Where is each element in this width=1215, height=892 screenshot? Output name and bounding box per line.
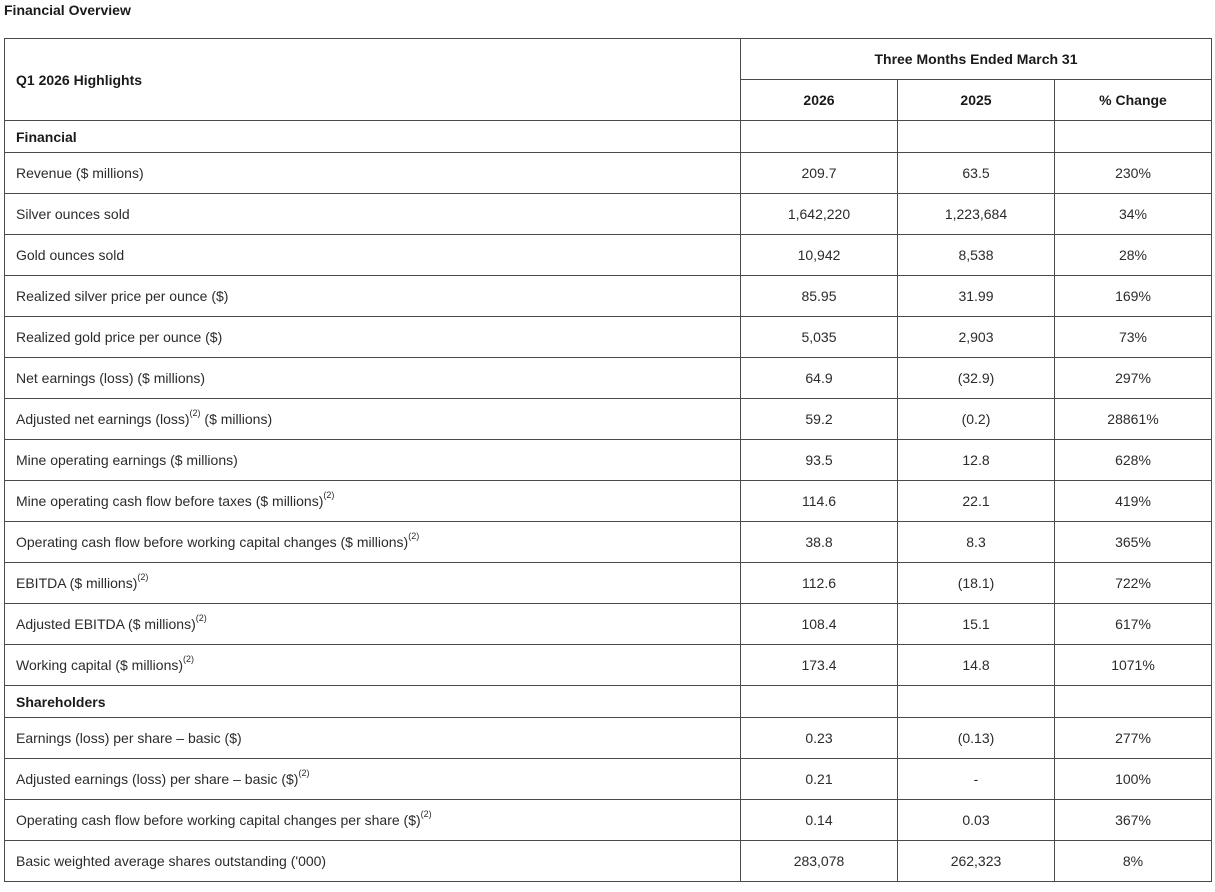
group-header: Three Months Ended March 31 xyxy=(741,39,1212,80)
value-2025: 2,903 xyxy=(898,317,1055,358)
value-2026: 59.2 xyxy=(741,399,898,440)
column-header-2026: 2026 xyxy=(741,80,898,121)
table-row xyxy=(5,604,1212,645)
row-label xyxy=(5,358,741,399)
row-label xyxy=(5,563,741,604)
value-2026: 173.4 xyxy=(741,645,898,686)
row-label-text: Earnings (loss) per share – basic ($) xyxy=(16,730,242,746)
row-label-text: Basic weighted average shares outstanding ('000) xyxy=(16,853,327,869)
row-label xyxy=(5,276,741,317)
row-label-text: Realized silver price per ounce ($) xyxy=(16,288,229,304)
value-2026: 93.5 xyxy=(741,440,898,481)
page-title: Financial Overview xyxy=(4,2,131,18)
value-change: 365% xyxy=(1055,522,1212,563)
header-row-group xyxy=(5,39,1212,80)
table-row xyxy=(5,718,1212,759)
value-change: 628% xyxy=(1055,440,1212,481)
table-row xyxy=(5,153,1212,194)
value-change: 28% xyxy=(1055,235,1212,276)
table-row xyxy=(5,194,1212,235)
section-row xyxy=(5,121,1212,153)
section-label: Shareholders xyxy=(5,686,741,718)
footnote-marker: (2) xyxy=(137,572,149,582)
empty-cell xyxy=(741,121,898,153)
value-2025: 22.1 xyxy=(898,481,1055,522)
row-label-text: Revenue ($ millions) xyxy=(16,165,144,181)
table-row xyxy=(5,645,1212,686)
row-label xyxy=(5,194,741,235)
row-label-text: EBITDA ($ millions) xyxy=(16,575,138,591)
column-header-change: % Change xyxy=(1055,80,1212,121)
value-change: 230% xyxy=(1055,153,1212,194)
value-2025: 8,538 xyxy=(898,235,1055,276)
row-label xyxy=(5,645,741,686)
column-header-2025: 2025 xyxy=(898,80,1055,121)
value-2026: 112.6 xyxy=(741,563,898,604)
value-2025: 14.8 xyxy=(898,645,1055,686)
row-label xyxy=(5,841,741,882)
value-2025: 8.3 xyxy=(898,522,1055,563)
value-change: 722% xyxy=(1055,563,1212,604)
value-2025: (32.9) xyxy=(898,358,1055,399)
value-2025: 31.99 xyxy=(898,276,1055,317)
value-2026: 114.6 xyxy=(741,481,898,522)
row-label xyxy=(5,800,741,841)
row-label xyxy=(5,481,741,522)
section-label: Financial xyxy=(5,121,741,153)
table-row xyxy=(5,317,1212,358)
value-change: 169% xyxy=(1055,276,1212,317)
row-label-text: Gold ounces sold xyxy=(16,247,125,263)
row-label-text: Mine operating cash flow before taxes ($ millions) xyxy=(16,493,324,509)
row-label-text: Operating cash flow before working capital changes per share ($) xyxy=(16,812,421,828)
row-label xyxy=(5,235,741,276)
value-2026: 38.8 xyxy=(741,522,898,563)
value-2025: (0.13) xyxy=(898,718,1055,759)
table-row xyxy=(5,358,1212,399)
table-row xyxy=(5,440,1212,481)
row-label-text: Adjusted EBITDA ($ millions) xyxy=(16,616,196,632)
value-2026: 5,035 xyxy=(741,317,898,358)
row-label-tail: ($ millions) xyxy=(200,411,273,427)
footnote-marker: (2) xyxy=(183,654,195,664)
value-change: 617% xyxy=(1055,604,1212,645)
row-label-text: Working capital ($ millions) xyxy=(16,657,184,673)
value-2026: 10,942 xyxy=(741,235,898,276)
value-change: 367% xyxy=(1055,800,1212,841)
value-change: 277% xyxy=(1055,718,1212,759)
table-row xyxy=(5,522,1212,563)
row-label xyxy=(5,317,741,358)
value-2025: 0.03 xyxy=(898,800,1055,841)
value-change: 1071% xyxy=(1055,645,1212,686)
footnote-marker: (2) xyxy=(298,768,310,778)
table-row xyxy=(5,563,1212,604)
value-change: 73% xyxy=(1055,317,1212,358)
value-2025: 12.8 xyxy=(898,440,1055,481)
row-label xyxy=(5,718,741,759)
value-2026: 64.9 xyxy=(741,358,898,399)
row-label xyxy=(5,440,741,481)
value-2026: 1,642,220 xyxy=(741,194,898,235)
row-label xyxy=(5,522,741,563)
value-2025: 63.5 xyxy=(898,153,1055,194)
empty-cell xyxy=(898,121,1055,153)
value-2026: 0.21 xyxy=(741,759,898,800)
footnote-marker: (2) xyxy=(323,490,335,500)
table-row xyxy=(5,399,1212,440)
table-row xyxy=(5,276,1212,317)
footnote-marker: (2) xyxy=(420,809,432,819)
value-2026: 0.23 xyxy=(741,718,898,759)
empty-cell xyxy=(741,686,898,718)
value-2025: (18.1) xyxy=(898,563,1055,604)
value-2026: 85.95 xyxy=(741,276,898,317)
row-label xyxy=(5,604,741,645)
empty-cell xyxy=(1055,121,1212,153)
row-label-text: Realized gold price per ounce ($) xyxy=(16,329,223,345)
footnote-marker: (2) xyxy=(408,531,420,541)
empty-cell xyxy=(898,686,1055,718)
empty-cell xyxy=(1055,686,1212,718)
value-change: 28861% xyxy=(1055,399,1212,440)
value-2026: 108.4 xyxy=(741,604,898,645)
value-2025: (0.2) xyxy=(898,399,1055,440)
footnote-marker: (2) xyxy=(195,613,207,623)
table-row xyxy=(5,481,1212,522)
footnote-marker: (2) xyxy=(189,408,201,418)
row-label-text: Adjusted net earnings (loss) xyxy=(16,411,190,427)
table-row xyxy=(5,759,1212,800)
corner-label: Q1 2026 Highlights xyxy=(5,39,741,121)
value-2026: 209.7 xyxy=(741,153,898,194)
table-row xyxy=(5,235,1212,276)
row-label-text: Adjusted earnings (loss) per share – basic ($) xyxy=(16,771,299,787)
value-change: 100% xyxy=(1055,759,1212,800)
value-2025: 1,223,684 xyxy=(898,194,1055,235)
value-change: 34% xyxy=(1055,194,1212,235)
row-label-text: Silver ounces sold xyxy=(16,206,130,222)
row-label xyxy=(5,153,741,194)
row-label xyxy=(5,399,741,440)
financial-highlights-table xyxy=(4,38,1212,882)
row-label-text: Mine operating earnings ($ millions) xyxy=(16,452,238,468)
table-row xyxy=(5,800,1212,841)
value-2025: 262,323 xyxy=(898,841,1055,882)
value-change: 8% xyxy=(1055,841,1212,882)
value-2026: 283,078 xyxy=(741,841,898,882)
value-change: 419% xyxy=(1055,481,1212,522)
value-2026: 0.14 xyxy=(741,800,898,841)
value-2025: - xyxy=(898,759,1055,800)
value-2025: 15.1 xyxy=(898,604,1055,645)
table-row xyxy=(5,841,1212,882)
row-label-text: Operating cash flow before working capital changes ($ millions) xyxy=(16,534,409,550)
section-row xyxy=(5,686,1212,718)
row-label-text: Net earnings (loss) ($ millions) xyxy=(16,370,206,386)
row-label xyxy=(5,759,741,800)
value-change: 297% xyxy=(1055,358,1212,399)
